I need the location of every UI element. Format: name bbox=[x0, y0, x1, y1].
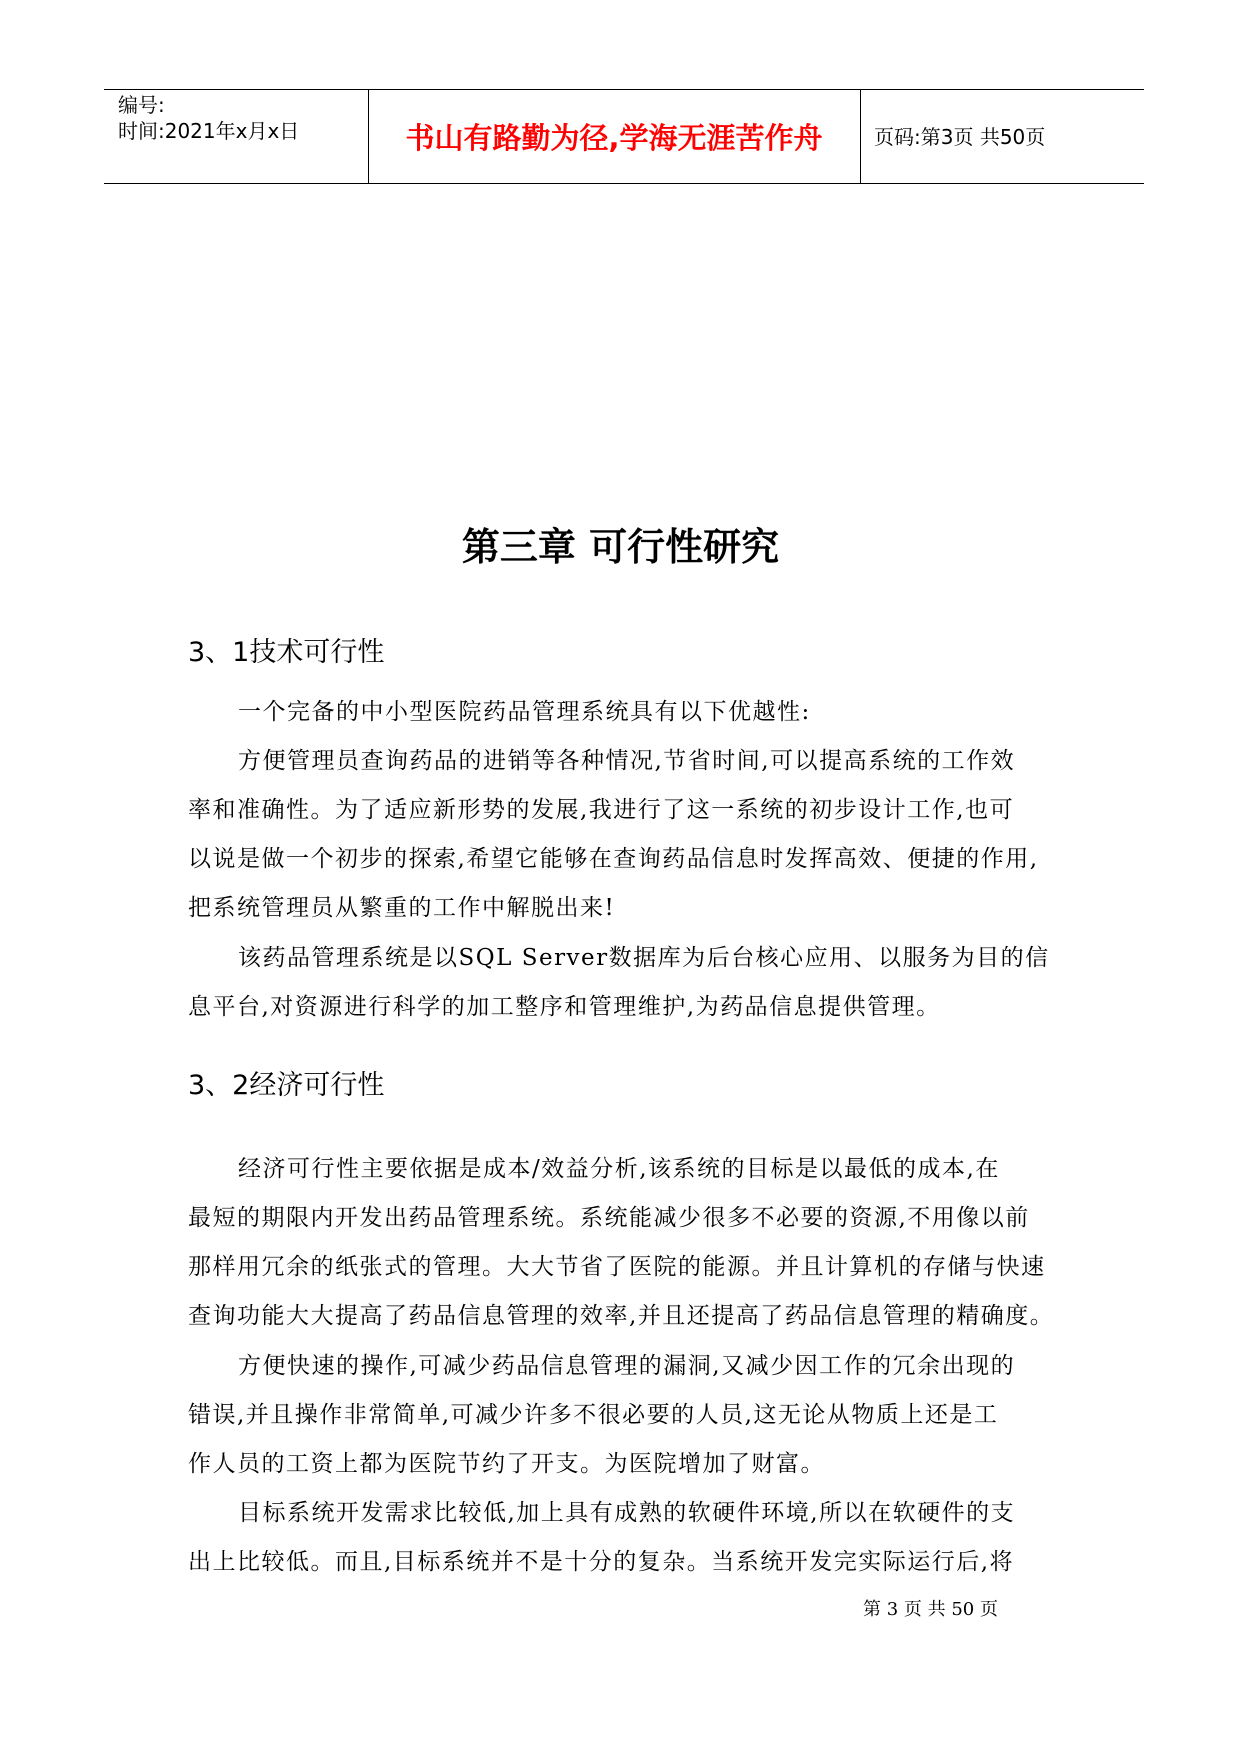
header-motto: 书山有路勤为径,学海无涯苦作舟 bbox=[405, 121, 823, 155]
paragraph-line: 方便管理员查询药品的进销等各种情况,节省时间,可以提高系统的工作效 bbox=[238, 748, 1016, 774]
paragraph-line: 经济可行性主要依据是成本/效益分析,该系统的目标是以最低的成本,在 bbox=[238, 1156, 1000, 1182]
document-number-label: 编号: bbox=[118, 93, 165, 117]
paragraph-line: 该药品管理系统是以SQL Server数据库为后台核心应用、以服务为目的信 bbox=[238, 945, 1050, 971]
paragraph-line: 把系统管理员从繁重的工作中解脱出来! bbox=[188, 895, 616, 921]
paragraph-line: 最短的期限内开发出药品管理系统。系统能减少很多不必要的资源,不用像以前 bbox=[188, 1205, 1030, 1231]
paragraph-line: 查询功能大大提高了药品信息管理的效率,并且还提高了药品信息管理的精确度。 bbox=[188, 1303, 1055, 1329]
section-heading-economic: 3、2经济可行性 bbox=[188, 1070, 385, 1101]
paragraph-line: 那样用冗余的纸张式的管理。大大节省了医院的能源。并且计算机的存储与快速 bbox=[188, 1254, 1046, 1280]
paragraph-line: 息平台,对资源进行科学的加工整序和管理维护,为药品信息提供管理。 bbox=[188, 994, 941, 1020]
paragraph-line: 以说是做一个初步的探索,希望它能够在查询药品信息时发挥高效、便捷的作用, bbox=[188, 846, 1039, 872]
paragraph-line: 一个完备的中小型医院药品管理系统具有以下优越性: bbox=[238, 699, 811, 725]
section-heading-technical: 3、1技术可行性 bbox=[188, 637, 385, 668]
paragraph-line: 率和准确性。为了适应新形势的发展,我进行了这一系统的初步设计工作,也可 bbox=[188, 797, 1015, 823]
paragraph-line: 方便快速的操作,可减少药品信息管理的漏洞,又减少因工作的冗余出现的 bbox=[238, 1353, 1016, 1379]
paragraph-line: 错误,并且操作非常简单,可减少许多不很必要的人员,这无论从物质上还是工 bbox=[188, 1402, 999, 1428]
page-header bbox=[104, 89, 1144, 184]
header-divider bbox=[860, 90, 861, 183]
document-time-label: 时间:2021年x月x日 bbox=[118, 119, 300, 143]
chapter-title: 第三章 可行性研究 bbox=[461, 525, 780, 569]
page-footer: 第 3 页 共 50 页 bbox=[863, 1599, 998, 1620]
header-page-info: 页码:第3页 共50页 bbox=[874, 125, 1046, 149]
paragraph-line: 出上比较低。而且,目标系统并不是十分的复杂。当系统开发完实际运行后,将 bbox=[188, 1549, 1015, 1575]
paragraph-line: 目标系统开发需求比较低,加上具有成熟的软硬件环境,所以在软硬件的支 bbox=[238, 1500, 1016, 1526]
header-meta-cell bbox=[104, 90, 369, 183]
paragraph-line: 作人员的工资上都为医院节约了开支。为医院增加了财富。 bbox=[188, 1451, 825, 1477]
